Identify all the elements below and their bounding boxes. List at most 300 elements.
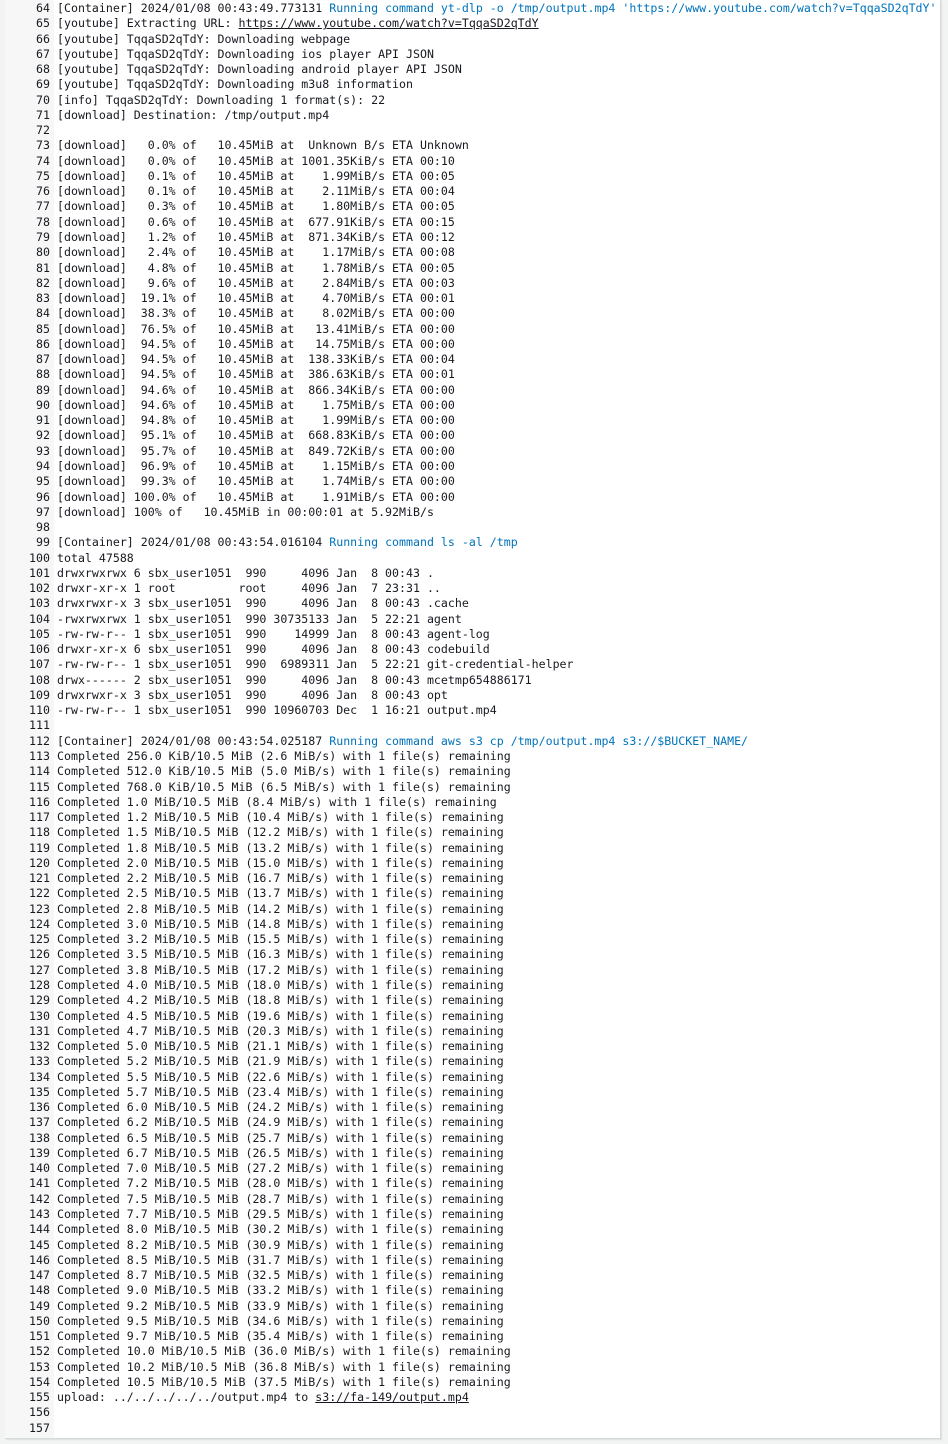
log-text: Completed 6.7 MiB/10.5 MiB (26.5 MiB/s) with 1 file(s) remaining [57,1145,504,1160]
line-number: 74 [36,153,50,168]
line-number: 89 [36,382,50,397]
line-number: 70 [36,92,50,107]
log-text: [download] 0.1% of 10.45MiB at 1.99MiB/s ETA 00:05 [57,168,455,183]
line-text [54,673,940,688]
log-text: [info] TqqaSD2qTdY: Downloading 1 format(s): 22 [57,92,386,107]
line-number: 78 [36,214,50,229]
log-text: drwx------ 2 sbx_user1051 990 4096 Jan 8 00:43 mcetmp654886171 [57,672,532,687]
log-line [5,154,940,169]
line-text [54,1192,940,1207]
log-line [5,245,940,260]
log-line [5,1176,940,1191]
line-number: 155 [29,1390,50,1405]
line-number: 111 [29,718,50,733]
log-line [5,886,940,901]
line-number: 142 [29,1191,50,1206]
line-number: 152 [29,1344,50,1359]
log-line [5,505,940,520]
line-number: 67 [36,46,50,61]
log-text: [download] 9.6% of 10.45MiB at 2.84MiB/s ETA 00:03 [57,275,455,290]
log-text: Completed 9.0 MiB/10.5 MiB (33.2 MiB/s) with 1 file(s) remaining [57,1283,504,1298]
line-text [54,734,940,749]
log-line [5,1161,940,1176]
line-text [54,352,940,367]
line-number: 148 [29,1283,50,1298]
line-number: 124 [29,916,50,931]
log-line [5,1360,940,1375]
log-line [5,413,940,428]
line-text [54,93,940,108]
log-text: Completed 4.5 MiB/10.5 MiB (19.6 MiB/s) with 1 file(s) remaining [57,1008,504,1023]
line-text [54,398,940,413]
log-line [5,1100,940,1115]
log-text: Completed 8.7 MiB/10.5 MiB (32.5 MiB/s) with 1 file(s) remaining [57,1268,504,1283]
line-text [54,947,940,962]
log-line [5,367,940,382]
log-text: Completed 8.2 MiB/10.5 MiB (30.9 MiB/s) with 1 file(s) remaining [57,1237,504,1252]
line-number: 144 [29,1222,50,1237]
line-text [54,841,940,856]
line-text [54,688,940,703]
log-line [5,1314,940,1329]
line-number: 100 [29,550,50,565]
line-number: 117 [29,810,50,825]
line-number: 94 [36,458,50,473]
command-text: Running command ls -al /tmp [329,535,518,550]
line-number: 107 [29,657,50,672]
log-text: Completed 1.8 MiB/10.5 MiB (13.2 MiB/s) with 1 file(s) remaining [57,840,504,855]
line-text [54,749,940,764]
log-line [5,1344,940,1359]
log-line [5,657,940,672]
line-text [54,1100,940,1115]
log-text: Completed 4.2 MiB/10.5 MiB (18.8 MiB/s) with 1 file(s) remaining [57,993,504,1008]
line-text [54,703,940,718]
line-text [54,215,940,230]
log-line [5,47,940,62]
log-line [5,123,940,138]
log-text: Completed 5.2 MiB/10.5 MiB (21.9 MiB/s) with 1 file(s) remaining [57,1054,504,1069]
line-number: 92 [36,428,50,443]
log-line [5,1268,940,1283]
log-text: upload: ../../../../../output.mp4 to [57,1390,316,1405]
line-number: 133 [29,1054,50,1069]
line-text [54,138,940,153]
line-text [54,1,940,16]
log-line [5,871,940,886]
log-line [5,1146,940,1161]
log-line [5,795,940,810]
log-text: [youtube] TqqaSD2qTdY: Downloading android player API JSON [57,62,462,77]
log-text: Completed 7.5 MiB/10.5 MiB (28.7 MiB/s) with 1 file(s) remaining [57,1191,504,1206]
log-line [5,764,940,779]
line-text [54,1283,940,1298]
line-number: 68 [36,62,50,77]
log-line [5,1253,940,1268]
line-number: 145 [29,1237,50,1252]
log-line [5,459,940,474]
log-text: Completed 6.2 MiB/10.5 MiB (24.9 MiB/s) with 1 file(s) remaining [57,1115,504,1130]
line-text [54,612,940,627]
url-link[interactable]: s3://fa-149/output.mp4 [315,1390,469,1405]
log-text: Completed 4.7 MiB/10.5 MiB (20.3 MiB/s) with 1 file(s) remaining [57,1023,504,1038]
line-number: 101 [29,565,50,580]
line-number: 113 [29,749,50,764]
log-line [5,199,940,214]
line-number: 93 [36,443,50,458]
log-text: Completed 4.0 MiB/10.5 MiB (18.0 MiB/s) with 1 file(s) remaining [57,978,504,992]
line-number: 98 [36,520,50,535]
log-text: Completed 9.7 MiB/10.5 MiB (35.4 MiB/s) with 1 file(s) remaining [57,1329,504,1344]
line-number: 132 [29,1039,50,1054]
line-text [54,413,940,428]
line-number: 151 [29,1329,50,1344]
log-text: [download] 0.3% of 10.45MiB at 1.80MiB/s ETA 00:05 [57,199,455,214]
log-text: Completed 5.0 MiB/10.5 MiB (21.1 MiB/s) with 1 file(s) remaining [57,1039,504,1054]
line-number: 149 [29,1298,50,1313]
line-text [54,169,940,184]
log-text: Completed 7.2 MiB/10.5 MiB (28.0 MiB/s) with 1 file(s) remaining [57,1176,504,1191]
line-text [54,780,940,795]
log-line [5,673,940,688]
line-text [54,535,940,550]
line-number: 102 [29,581,50,596]
command-text: Running command aws s3 cp /tmp/output.mp4 s3://$BUCKET_NAME/ [329,733,749,748]
line-number: 90 [36,397,50,412]
log-text: Completed 2.8 MiB/10.5 MiB (14.2 MiB/s) with 1 file(s) remaining [57,901,504,916]
line-number: 97 [36,504,50,519]
log-line [5,337,940,352]
line-number: 79 [36,229,50,244]
log-line [5,642,940,657]
line-text [54,1222,940,1237]
log-text: Completed 2.0 MiB/10.5 MiB (15.0 MiB/s) with 1 file(s) remaining [57,855,504,870]
log-text: Completed 3.2 MiB/10.5 MiB (15.5 MiB/s) with 1 file(s) remaining [57,932,504,947]
line-text [54,1268,940,1283]
log-line [5,1085,940,1100]
line-text [54,1238,940,1253]
log-text: Completed 768.0 KiB/10.5 MiB (6.5 MiB/s) with 1 file(s) remaining [57,779,511,794]
line-text [54,932,940,947]
line-number: 99 [36,535,50,550]
log-line [5,993,940,1008]
line-text [54,1299,940,1314]
line-number: 91 [36,413,50,428]
log-text: -rw-rw-r-- 1 sbx_user1051 990 6989311 Jan 5 22:21 git-credential-helper [57,657,574,672]
log-line [5,627,940,642]
line-number: 76 [36,184,50,199]
log-line [5,566,940,581]
line-number: 122 [29,886,50,901]
log-line [5,138,940,153]
line-text [54,1421,940,1436]
log-text: [Container] 2024/01/08 00:43:54.016104 [57,535,330,550]
line-text [54,581,940,596]
log-text: Completed 7.0 MiB/10.5 MiB (27.2 MiB/s) with 1 file(s) remaining [57,1161,504,1176]
line-number: 120 [29,855,50,870]
log-text: [download] 0.1% of 10.45MiB at 2.11MiB/s ETA 00:04 [57,184,455,199]
log-line [5,444,940,459]
line-text [54,1085,940,1100]
log-line [5,917,940,932]
log-line [5,825,940,840]
line-text [54,795,940,810]
line-text [54,1329,940,1344]
log-line [5,1329,940,1344]
line-text [54,230,940,245]
line-number: 118 [29,825,50,840]
log-text: -rwxrwxrwx 1 sbx_user1051 990 30735133 Jan 5 22:21 agent [57,611,462,626]
line-text [54,963,940,978]
line-number: 80 [36,245,50,260]
line-text [54,764,940,779]
log-text: [download] 2.4% of 10.45MiB at 1.17MiB/s ETA 00:08 [57,245,455,260]
line-number: 77 [36,199,50,214]
line-text [54,1176,940,1191]
line-number: 139 [29,1145,50,1160]
log-line [5,474,940,489]
line-number: 140 [29,1161,50,1176]
line-text [54,1161,940,1176]
log-line [5,718,940,733]
log-line [5,520,940,535]
line-text [54,566,940,581]
line-number: 131 [29,1023,50,1038]
line-text [54,245,940,260]
log-line [5,77,940,92]
line-text [54,917,940,932]
log-text: drwxrwxr-x 3 sbx_user1051 990 4096 Jan 8 00:43 .cache [57,596,469,611]
log-line [5,62,940,77]
log-line [5,215,940,230]
log-line [5,1375,940,1390]
line-text [54,199,940,214]
log-text: Completed 10.0 MiB/10.5 MiB (36.0 MiB/s) with 1 file(s) remaining [57,1344,511,1359]
line-number: 115 [29,779,50,794]
log-text: -rw-rw-r-- 1 sbx_user1051 990 14999 Jan 8 00:43 agent-log [57,626,490,641]
line-number: 125 [29,932,50,947]
line-text [54,886,940,901]
line-number: 138 [29,1130,50,1145]
line-text [54,337,940,352]
line-number: 84 [36,306,50,321]
log-text: [download] 96.9% of 10.45MiB at 1.15MiB/s ETA 00:00 [57,458,455,473]
log-line [5,169,940,184]
line-text [54,322,940,337]
log-text: [Container] 2024/01/08 00:43:54.025187 [57,733,330,748]
line-number: 146 [29,1252,50,1267]
line-number: 69 [36,77,50,92]
line-number: 109 [29,687,50,702]
line-text [54,459,940,474]
log-text: [download] 0.0% of 10.45MiB at 1001.35KiB/s ETA 00:10 [57,153,455,168]
line-text [54,1344,940,1359]
line-text [54,474,940,489]
line-number: 128 [29,978,50,992]
log-text: [youtube] TqqaSD2qTdY: Downloading webpage [57,31,351,46]
line-text [54,490,940,505]
log-text: [download] 19.1% of 10.45MiB at 4.70MiB/s ETA 00:01 [57,291,455,306]
command-text: Running command yt-dlp -o /tmp/output.mp4 'https://www.youtube.com/watch?v=TqqaSD2qTdY' [329,1,937,15]
line-number: 141 [29,1176,50,1191]
log-text: [youtube] TqqaSD2qTdY: Downloading ios player API JSON [57,46,434,61]
log-line [5,596,940,611]
line-text [54,428,940,443]
log-line [5,32,940,47]
line-number: 82 [36,275,50,290]
log-line [5,184,940,199]
line-number: 135 [29,1084,50,1099]
line-text [54,154,940,169]
line-number: 121 [29,871,50,886]
line-text [54,657,940,672]
log-line [5,490,940,505]
line-text [54,1390,940,1405]
log-text: Completed 512.0 KiB/10.5 MiB (5.0 MiB/s) with 1 file(s) remaining [57,764,511,779]
line-text [54,1054,940,1069]
log-line [5,734,940,749]
log-text: [download] 100% of 10.45MiB in 00:00:01 at 5.92MiB/s [57,504,434,519]
line-number: 108 [29,672,50,687]
log-text: drwxrwxrwx 6 sbx_user1051 990 4096 Jan 8 00:43 . [57,565,434,580]
log-text: Completed 1.5 MiB/10.5 MiB (12.2 MiB/s) with 1 file(s) remaining [57,825,504,840]
line-number: 96 [36,489,50,504]
line-text [54,596,940,611]
line-number: 81 [36,260,50,275]
line-text [54,383,940,398]
log-text: [download] 95.1% of 10.45MiB at 668.83KiB/s ETA 00:00 [57,428,455,443]
log-line [5,352,940,367]
log-text: Completed 256.0 KiB/10.5 MiB (2.6 MiB/s) with 1 file(s) remaining [57,749,511,764]
log-line [5,306,940,321]
line-number: 130 [29,1008,50,1023]
line-number: 85 [36,321,50,336]
log-line [5,1238,940,1253]
line-text [54,1146,940,1161]
line-number: 95 [36,474,50,489]
line-number: 106 [29,642,50,657]
line-number: 65 [36,16,50,31]
log-line [5,978,940,993]
log-line [5,322,940,337]
log-text: Completed 3.0 MiB/10.5 MiB (14.8 MiB/s) with 1 file(s) remaining [57,916,504,931]
log-line [5,230,940,245]
line-number: 87 [36,352,50,367]
line-number: 110 [29,703,50,718]
log-text: [download] 0.6% of 10.45MiB at 677.91KiB/s ETA 00:15 [57,214,455,229]
line-text [54,291,940,306]
log-line [5,398,940,413]
log-text: [download] 99.3% of 10.45MiB at 1.74MiB/s ETA 00:00 [57,474,455,489]
line-text [54,1131,940,1146]
log-text: Completed 7.7 MiB/10.5 MiB (29.5 MiB/s) with 1 file(s) remaining [57,1206,504,1221]
log-text: drwxr-xr-x 6 sbx_user1051 990 4096 Jan 8 00:43 codebuild [57,642,490,657]
log-line [5,947,940,962]
line-number: 147 [29,1268,50,1283]
log-line [5,749,940,764]
log-line [5,551,940,566]
log-line [5,703,940,718]
line-number: 150 [29,1313,50,1328]
log-lines [5,1,940,1436]
log-text: Completed 2.2 MiB/10.5 MiB (16.7 MiB/s) with 1 file(s) remaining [57,871,504,886]
log-text: -rw-rw-r-- 1 sbx_user1051 990 10960703 Dec 1 16:21 output.mp4 [57,703,497,718]
log-line [5,780,940,795]
line-number: 86 [36,336,50,351]
line-text [54,261,940,276]
line-text [54,1253,940,1268]
line-number: 75 [36,168,50,183]
log-text: [download] 94.5% of 10.45MiB at 14.75MiB/s ETA 00:00 [57,336,455,351]
line-text [54,77,940,92]
line-number: 64 [36,1,50,15]
log-text: Completed 1.2 MiB/10.5 MiB (10.4 MiB/s) with 1 file(s) remaining [57,810,504,825]
log-line [5,1192,940,1207]
log-line [5,1024,940,1039]
log-line [5,688,940,703]
log-text: [download] 76.5% of 10.45MiB at 13.41MiB/s ETA 00:00 [57,321,455,336]
line-text [54,1375,940,1390]
line-number: 119 [29,840,50,855]
line-text [54,856,940,871]
line-number: 66 [36,31,50,46]
log-text: Completed 3.8 MiB/10.5 MiB (17.2 MiB/s) with 1 file(s) remaining [57,962,504,977]
line-number: 114 [29,764,50,779]
log-line [5,1421,940,1436]
line-text [54,47,940,62]
line-text [54,108,940,123]
url-link[interactable]: https://www.youtube.com/watch?v=TqqaSD2qTdY [238,16,539,31]
log-text: [Container] 2024/01/08 00:43:49.773131 [57,1,330,15]
line-number: 71 [36,107,50,122]
log-text: [download] 0.0% of 10.45MiB at Unknown B/s ETA Unknown [57,138,469,153]
log-line [5,1054,940,1069]
line-number: 104 [29,611,50,626]
log-line [5,276,940,291]
line-text [54,444,940,459]
log-text: [download] 1.2% of 10.45MiB at 871.34KiB/s ETA 00:12 [57,229,455,244]
log-line [5,108,940,123]
log-line [5,535,940,550]
log-line [5,1222,940,1237]
line-number: 157 [29,1420,50,1435]
log-text: Completed 9.2 MiB/10.5 MiB (33.9 MiB/s) with 1 file(s) remaining [57,1298,504,1313]
log-text: Completed 1.0 MiB/10.5 MiB (8.4 MiB/s) with 1 file(s) remaining [57,794,497,809]
log-text: [download] 4.8% of 10.45MiB at 1.78MiB/s ETA 00:05 [57,260,455,275]
log-line [5,1,940,16]
log-line [5,810,940,825]
line-number: 73 [36,138,50,153]
line-text [54,16,940,31]
line-text [54,1115,940,1130]
log-line [5,383,940,398]
log-text: [download] 94.6% of 10.45MiB at 866.34KiB/s ETA 00:00 [57,382,455,397]
line-number: 137 [29,1115,50,1130]
line-number: 105 [29,626,50,641]
log-line [5,1039,940,1054]
line-number: 103 [29,596,50,611]
line-text [54,1207,940,1222]
log-text: Completed 10.2 MiB/10.5 MiB (36.8 MiB/s) with 1 file(s) remaining [57,1359,511,1374]
log-text: [download] 94.6% of 10.45MiB at 1.75MiB/s ETA 00:00 [57,397,455,412]
log-line [5,1390,940,1405]
line-text [54,32,940,47]
line-text [54,1405,940,1420]
log-line [5,1009,940,1024]
line-text [54,306,940,321]
log-text: Completed 6.0 MiB/10.5 MiB (24.2 MiB/s) with 1 file(s) remaining [57,1100,504,1115]
log-text: Completed 9.5 MiB/10.5 MiB (34.6 MiB/s) with 1 file(s) remaining [57,1313,504,1328]
